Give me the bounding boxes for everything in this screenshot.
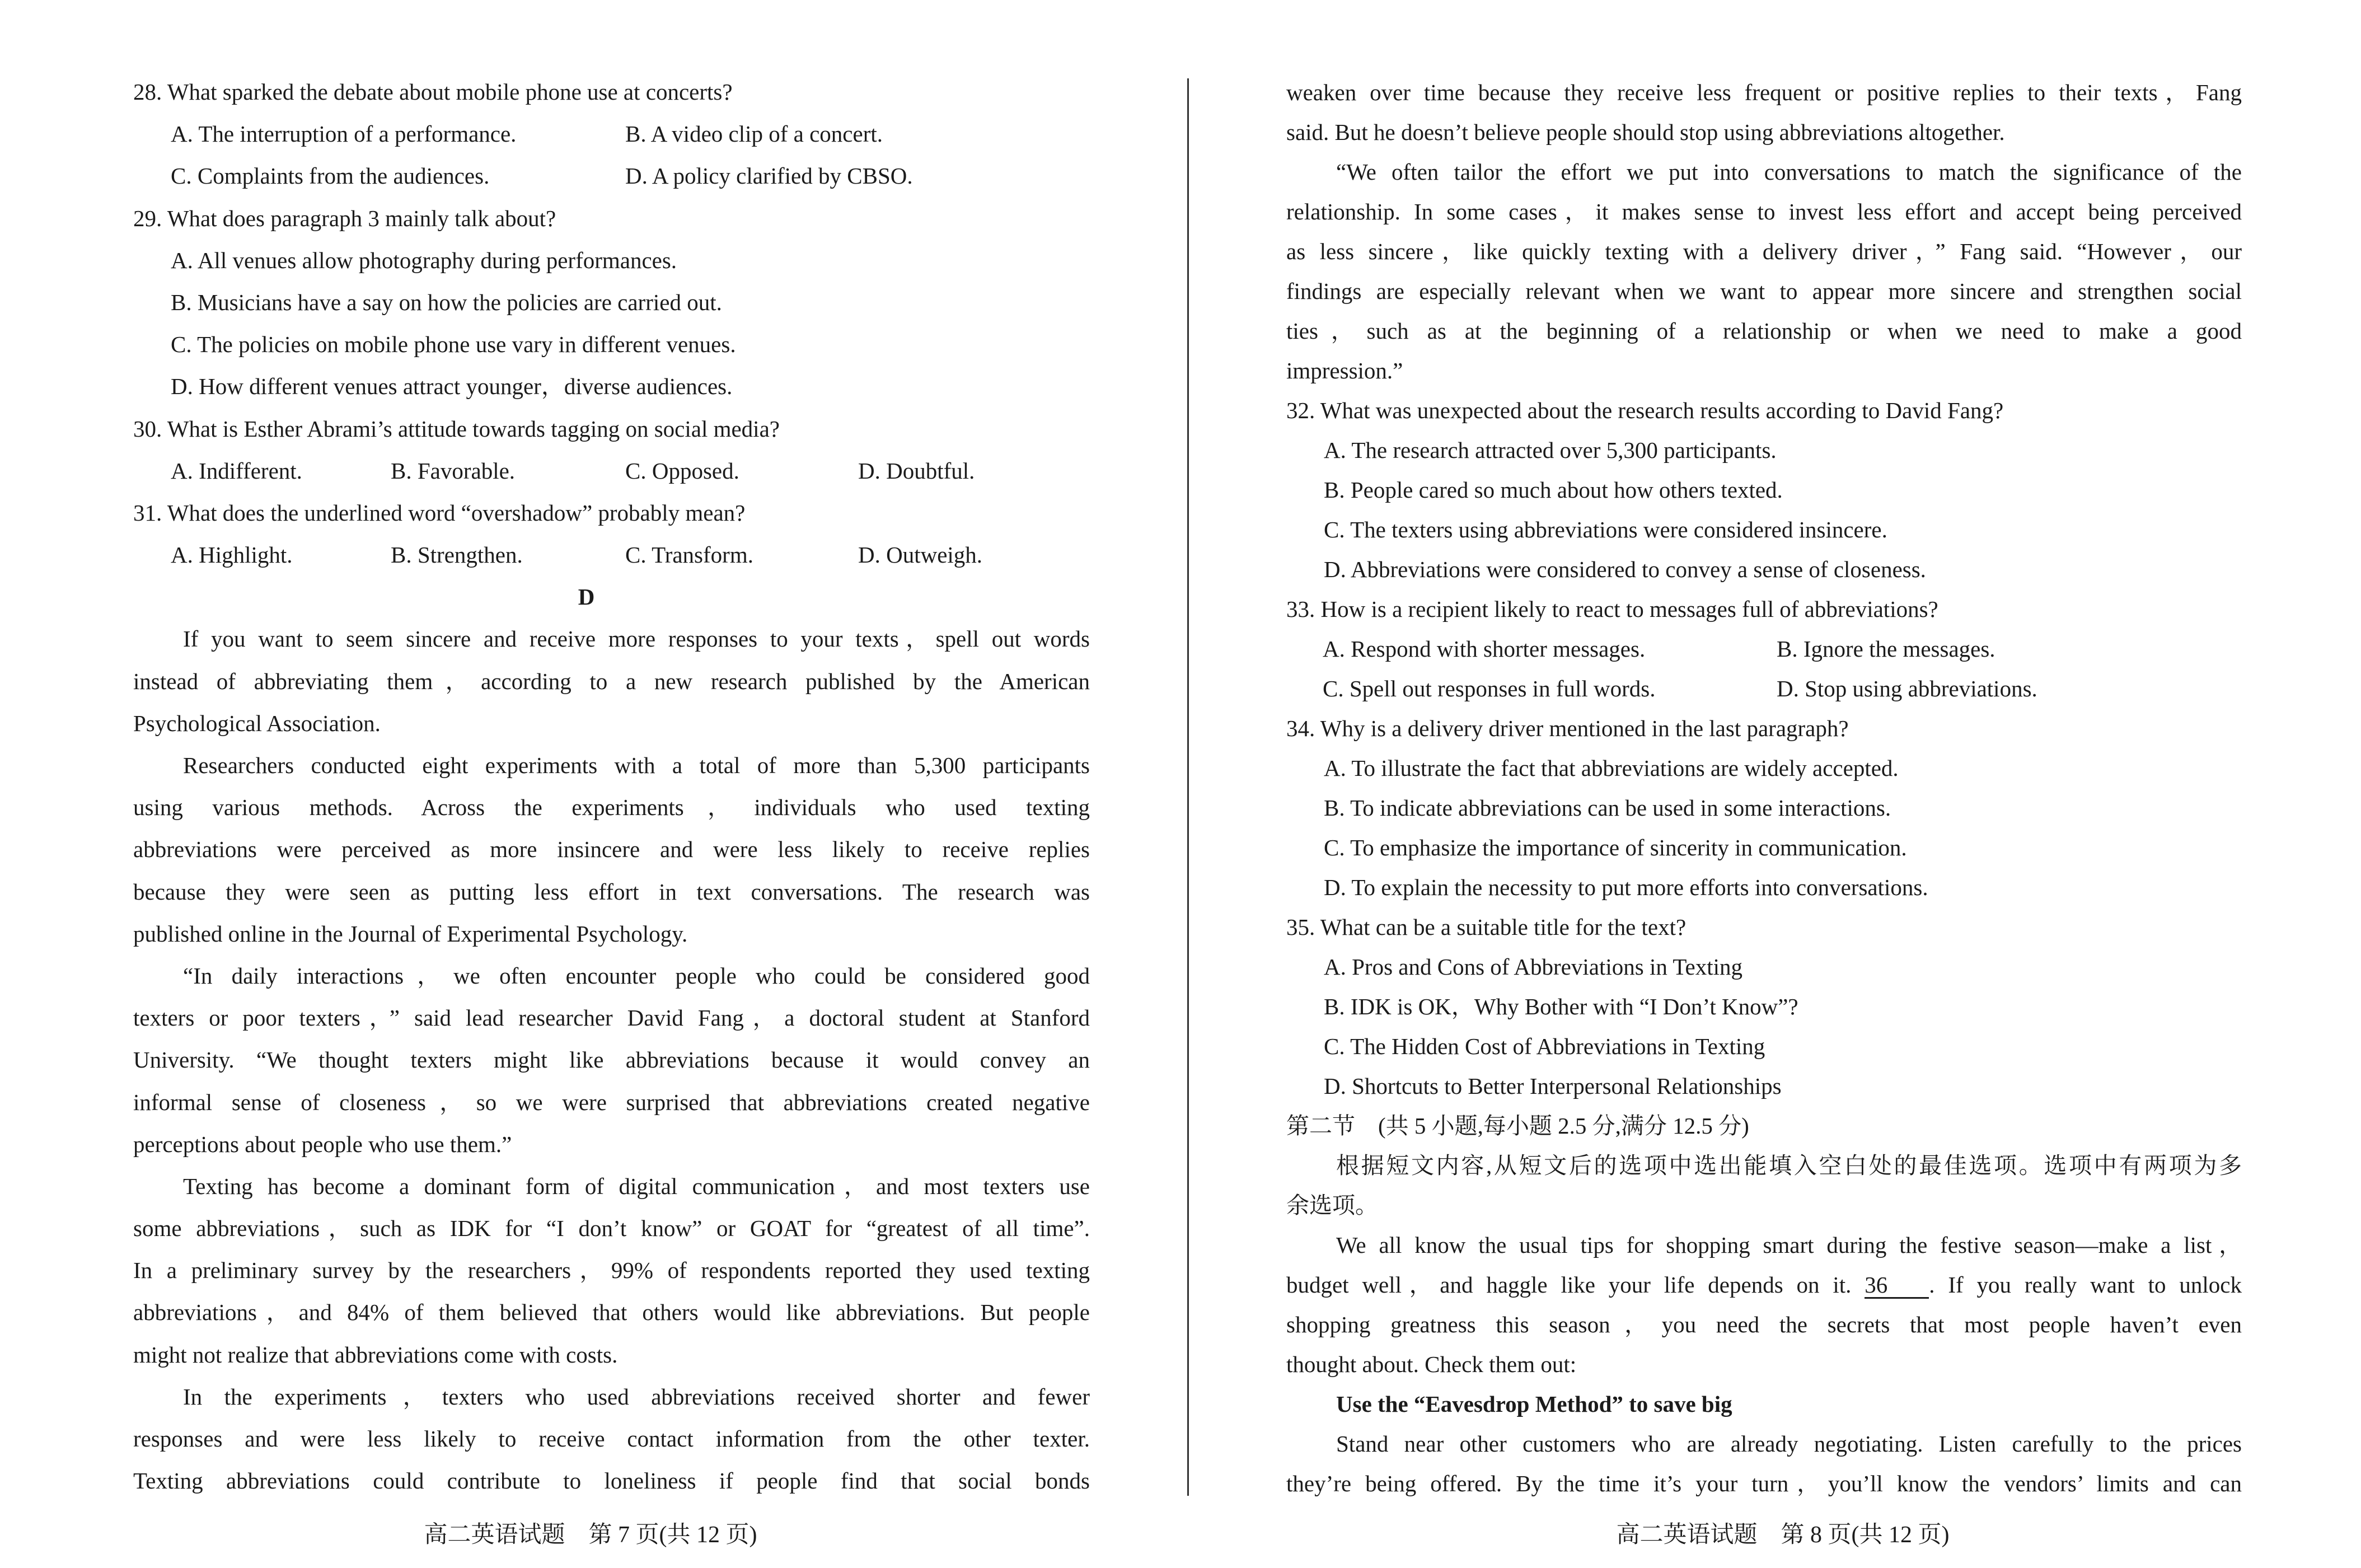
left-page-column: [133, 71, 1090, 1502]
paragraph-line: shopping greatness this season，you need the secrets that most people haven’t even: [1286, 1312, 2242, 1337]
paragraph-line: ties，such as at the beginning of a relationship or when we need to make a good: [1286, 318, 2242, 344]
option-row: [133, 155, 1090, 197]
paragraph-line: University. “We thought texters might like abbreviations because it would convey an: [133, 1047, 1090, 1073]
answer-option: B. Strengthen.: [391, 542, 523, 568]
paragraph-line: “In daily interactions，we often encounter people who could be considered good: [183, 962, 1090, 989]
question-stem: 35. What can be a suitable title for the text?: [1286, 914, 1687, 940]
answer-option: C. The policies on mobile phone use vary in different venues.: [171, 331, 736, 358]
paragraph-line: published online in the Journal of Experimental Psychology.: [133, 920, 688, 947]
paragraph-line: In a preliminary survey by the researchers，99% of respondents reported they used texting: [133, 1257, 1090, 1284]
question-stem: 29. What does paragraph 3 mainly talk about?: [133, 205, 556, 231]
answer-option: D. Outweigh.: [858, 542, 983, 568]
paragraph-line: responses and were less likely to receive contact information from the other texter.: [133, 1426, 1090, 1452]
question-stem: 28. What sparked the debate about mobile phone use at concerts?: [133, 79, 733, 105]
answer-option: B. People cared so much about how others texted.: [1324, 477, 1783, 503]
answer-option: B. IDK is OK，Why Bother with “I Don’t Know”?: [1324, 994, 1798, 1019]
paragraph-line: they’re being offered. By the time it’s your turn，you’ll know the vendors’ limits and can: [1286, 1471, 2242, 1496]
answer-option: A. Respond with shorter messages.: [1323, 636, 1646, 662]
answer-option: A. Pros and Cons of Abbreviations in Texting: [1324, 954, 1743, 980]
paragraph-line: Stand near other customers who are already negotiating. Listen carefully to the prices: [1336, 1431, 2242, 1457]
option-row: [1286, 629, 2242, 669]
page-footer-right: 高二英语试题 第 8 页(共 12 页): [1616, 1522, 1950, 1548]
answer-option: C. Spell out responses in full words.: [1323, 676, 1656, 701]
text-span: budget well，and haggle like your life depends on it.: [1286, 1272, 1865, 1298]
paragraph-line: In the experiments，texters who used abbreviations received shorter and fewer: [183, 1383, 1090, 1410]
right-page-column: [1286, 73, 2242, 1504]
subheading: Use the “Eavesdrop Method” to save big: [1336, 1391, 1732, 1417]
answer-option: B. Ignore the messages.: [1777, 636, 1995, 662]
paragraph-line: 余选项。: [1286, 1192, 1378, 1218]
paragraph-line: some abbreviations，such as IDK for “I don’t know” or GOAT for “greatest of all time”.: [133, 1215, 1090, 1242]
paragraph-line: perceptions about people who use them.”: [133, 1131, 512, 1157]
paragraph-line: [1286, 1265, 2242, 1305]
answer-option: B. Favorable.: [391, 457, 516, 484]
question-stem: 32. What was unexpected about the research results according to David Fang?: [1286, 397, 2004, 423]
answer-option: D. Shortcuts to Better Interpersonal Relationships: [1324, 1073, 1782, 1099]
answer-option: B. A video clip of a concert.: [625, 121, 883, 147]
paragraph-line: 根据短文内容,从短文后的选项中选出能填入空白处的最佳选项。选项中有两项为多: [1336, 1153, 2242, 1178]
answer-option: A. All venues allow photography during performances.: [171, 247, 677, 273]
paragraph-line: Psychological Association.: [133, 710, 381, 736]
paragraph-line: because they were seen as putting less effort in text conversations. The research was: [133, 878, 1090, 905]
question-stem: 31. What does the underlined word “overshadow” probably mean?: [133, 499, 746, 526]
question-stem: 33. How is a recipient likely to react to messages full of abbreviations?: [1286, 596, 1938, 622]
answer-option: A. Indifferent.: [171, 457, 302, 484]
answer-option: B. To indicate abbreviations can be used in some interactions.: [1324, 795, 1891, 821]
paragraph-line: findings are especially relevant when we want to appear more sincere and strengthen social: [1286, 278, 2242, 304]
question-stem: 30. What is Esther Abrami’s attitude towards tagging on social media?: [133, 415, 780, 442]
paragraph-line: thought about. Check them out:: [1286, 1351, 1577, 1377]
answer-option: C. Transform.: [625, 542, 753, 568]
paragraph-line: informal sense of closeness，so we were surprised that abbreviations created negative: [133, 1089, 1090, 1115]
column-divider: [1187, 78, 1189, 1496]
option-row: [133, 450, 1090, 492]
paragraph-line: abbreviations were perceived as more insincere and were less likely to receive replies: [133, 836, 1090, 863]
answer-option: A. The interruption of a performance.: [171, 121, 517, 147]
paragraph-line: using various methods. Across the experiments，individuals who used texting: [133, 794, 1090, 821]
answer-option: D. Doubtful.: [858, 457, 975, 484]
question-stem: 34. Why is a delivery driver mentioned in the last paragraph?: [1286, 715, 1849, 741]
paragraph-line: Texting has become a dominant form of digital communication，and most texters use: [183, 1173, 1090, 1199]
option-row: [1286, 669, 2242, 709]
paragraph-line: We all know the usual tips for shopping smart during the festive season—make a list，: [1336, 1232, 2242, 1258]
answer-option: C. Opposed.: [625, 457, 739, 484]
question-stem: 第二节 (共 5 小题,每小题 2.5 分,满分 12.5 分): [1286, 1113, 1749, 1139]
paragraph-line: Researchers conducted eight experiments with a total of more than 5,300 participants: [183, 752, 1090, 778]
paragraph-line: relationship. In some cases，it makes sense to invest less effort and accept being perceived: [1286, 199, 2242, 224]
paragraph-line: said. But he doesn’t believe people should stop using abbreviations altogether.: [1286, 119, 2005, 145]
paragraph-line: If you want to seem sincere and receive more responses to your texts，spell out words: [183, 626, 1090, 652]
text-span: . If you really want to unlock: [1929, 1272, 2242, 1298]
section-heading: D: [578, 584, 595, 610]
paragraph-line: impression.”: [1286, 358, 1403, 383]
paragraph-line: “We often tailor the effort we put into conversations to match the significance of the: [1336, 159, 2242, 185]
answer-option: A. To illustrate the fact that abbreviations are widely accepted.: [1324, 755, 1899, 781]
answer-option: D. Stop using abbreviations.: [1777, 676, 2037, 701]
answer-option: D. Abbreviations were considered to convey a sense of closeness.: [1324, 556, 1926, 582]
paragraph-line: as less sincere，like quickly texting with a delivery driver，” Fang said. “However，our: [1286, 238, 2242, 264]
answer-option: C. Complaints from the audiences.: [171, 163, 490, 189]
paragraph-line: weaken over time because they receive less frequent or positive replies to their texts，Fang: [1286, 79, 2242, 105]
paragraph-line: Texting abbreviations could contribute to loneliness if people find that social bonds: [133, 1468, 1090, 1494]
answer-option: C. To emphasize the importance of sincerity in communication.: [1324, 835, 1907, 860]
paragraph-line: texters or poor texters，” said lead researcher David Fang，a doctoral student at Stanford: [133, 1005, 1090, 1031]
answer-option: C. The texters using abbreviations were considered insincere.: [1324, 517, 1887, 542]
answer-option: A. Highlight.: [171, 542, 293, 568]
paragraph-line: instead of abbreviating them，according to a new research published by the American: [133, 668, 1090, 694]
page-footer-left: 高二英语试题 第 7 页(共 12 页): [424, 1522, 757, 1548]
option-row: [133, 534, 1090, 576]
answer-option: D. A policy clarified by CBSO.: [625, 163, 913, 189]
paragraph-line: might not realize that abbreviations come with costs.: [133, 1341, 618, 1368]
paragraph-line: abbreviations，and 84% of them believed that others would like abbreviations. But people: [133, 1299, 1090, 1326]
fill-in-blank: 36: [1865, 1272, 1929, 1299]
answer-option: D. To explain the necessity to put more efforts into conversations.: [1324, 874, 1928, 900]
answer-option: C. The Hidden Cost of Abbreviations in Texting: [1324, 1033, 1765, 1059]
answer-option: A. The research attracted over 5,300 participants.: [1324, 437, 1777, 463]
answer-option: B. Musicians have a say on how the policies are carried out.: [171, 289, 722, 315]
option-row: [133, 113, 1090, 155]
answer-option: D. How different venues attract younger，diverse audiences.: [171, 373, 733, 400]
